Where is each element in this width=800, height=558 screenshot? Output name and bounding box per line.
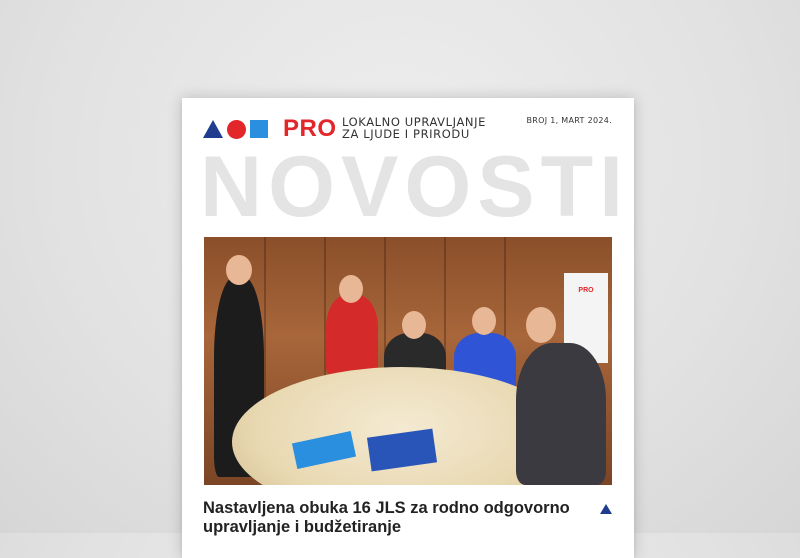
masthead-title: NOVOSTI [200,139,630,235]
brand-logo [203,118,268,140]
brand-tagline [342,116,486,140]
issue-number: BROJ 1, MART 2024. [526,116,612,125]
square-icon [250,120,268,138]
person-figure [516,343,606,485]
person-head [526,307,556,343]
tagline-line1: LOKALNO UPRAVLJANJE [342,115,486,129]
person-head [339,275,363,303]
tagline-line2: ZA LJUDE I PRIRODU [342,127,470,141]
cover-photo [204,237,612,485]
brand-name: PRO [283,115,337,142]
triangle-icon [600,504,612,514]
newsletter-page [182,98,634,558]
circle-icon [227,120,246,139]
person-head [472,307,496,335]
event-banner: PRO [564,273,608,363]
person-figure [326,295,378,375]
person-head [402,311,426,339]
article-headline[interactable]: Nastavljena obuka 16 JLS za rodno odgovorno upravljanje i budžetiranje [203,499,570,536]
triangle-icon [203,120,223,138]
person-head [226,255,252,285]
